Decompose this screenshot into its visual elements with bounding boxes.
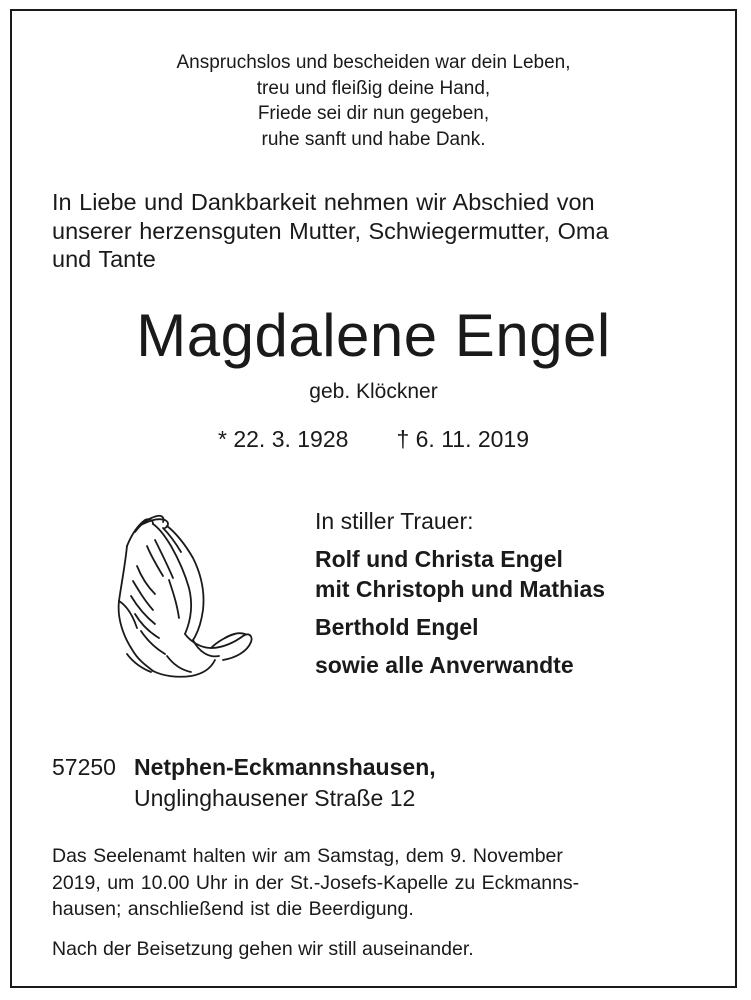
closing-note: Nach der Beisetzung gehen wir still auseinander. [52,938,474,960]
birth-date: * 22. 3. 1928 [217,426,349,452]
verse-line: Anspruchslos und bescheiden war dein Leben, [176,52,571,73]
mourner-family-2: Berthold Engel [315,614,479,640]
verse-line: Friede sei dir nun gegeben, [257,103,490,124]
address-zip: 57250 [52,754,116,780]
service-line: hausen; anschließend ist die Beerdigung. [52,898,414,920]
maiden-name: geb. Klöckner [309,380,438,403]
mourning-lead: In stiller Trauer: [315,508,474,534]
praying-hands-icon [107,506,257,686]
deceased-name: Magdalene Engel [136,302,611,369]
address-street: Unglinghausener Straße 12 [134,785,416,811]
obituary-notice [10,9,737,988]
mourner-family-1: Rolf und Christa Engel [315,546,563,572]
service-details [52,843,700,923]
verse-line: ruhe sanft und habe Dank. [261,128,486,150]
verse-line: treu und fleißig deine Hand, [256,77,491,99]
address-city: Netphen-Eckmannshausen, [134,754,436,780]
memorial-verse [12,50,735,152]
intro-line: In Liebe und Dankbarkeit nehmen wir Abschied von [52,189,595,215]
mourner-relatives: sowie alle Anverwandte [315,652,574,678]
mourners-list [315,506,715,680]
life-dates [12,424,735,454]
farewell-intro [52,188,700,274]
mourner-family-1-children: mit Christoph und Mathias [315,576,606,602]
service-line: 2019, um 10.00 Uhr in der St.-Josefs-Kapelle zu Eckmanns- [52,871,580,894]
death-date: † 6. 11. 2019 [396,426,530,452]
family-address [52,752,702,814]
service-line: Das Seelenamt halten wir am Samstag, dem 9. November [52,845,563,867]
intro-line: und Tante [52,246,156,272]
intro-line: unserer herzensguten Mutter, Schwiegermutter, Oma [52,217,609,244]
